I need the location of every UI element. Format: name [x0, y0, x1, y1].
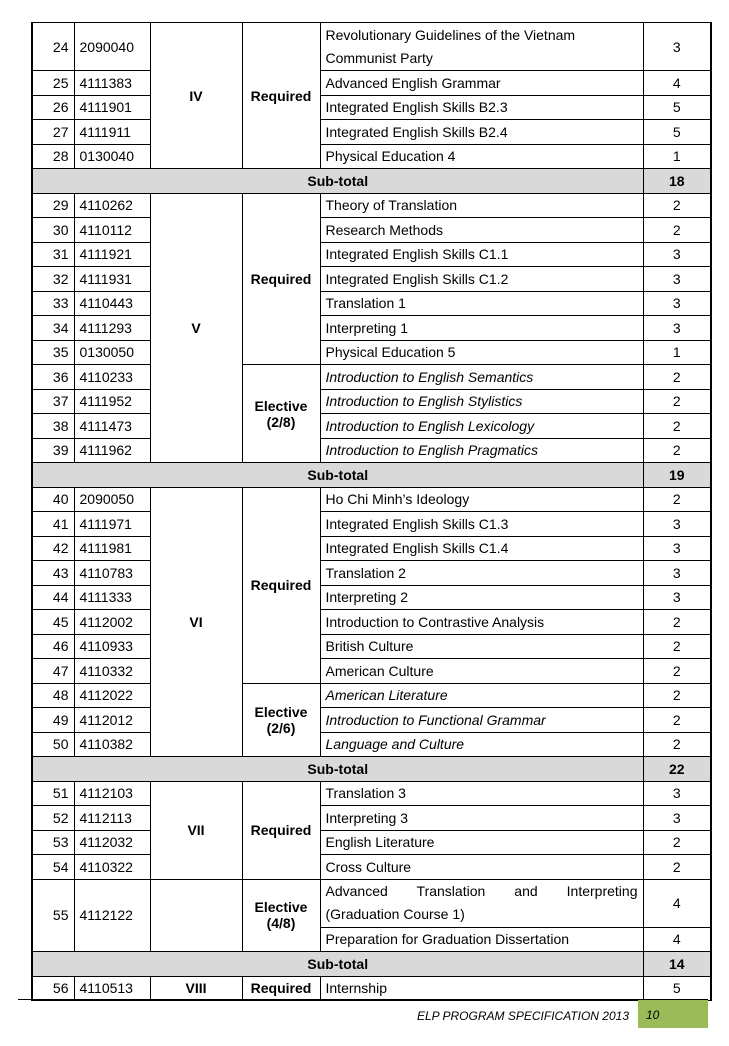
- course-code: 4110112: [74, 218, 150, 243]
- row-number: 40: [32, 487, 74, 512]
- course-title: Research Methods: [320, 218, 643, 243]
- subtotal-value: 14: [643, 952, 711, 977]
- credit-value: 2: [643, 634, 711, 659]
- credit-value: 2: [643, 438, 711, 463]
- subtotal-label: Sub-total: [32, 952, 643, 977]
- credit-value: 5: [643, 95, 711, 120]
- semester-label: IV: [150, 23, 242, 169]
- row-number: 41: [32, 512, 74, 537]
- course-title: Introduction to English Lexicology: [320, 414, 643, 439]
- row-number: 56: [32, 976, 74, 1001]
- course-code: 4110262: [74, 193, 150, 218]
- credit-value: 2: [643, 708, 711, 733]
- row-number: 44: [32, 585, 74, 610]
- row-number: 53: [32, 830, 74, 855]
- course-code: 4110322: [74, 855, 150, 880]
- course-title: Integrated English Skills C1.4: [320, 536, 643, 561]
- course-title: Integrated English Skills B2.4: [320, 120, 643, 145]
- course-code: 4111911: [74, 120, 150, 145]
- credit-value: 2: [643, 683, 711, 708]
- credit-value: 4: [643, 71, 711, 96]
- course-title: American Literature: [320, 683, 643, 708]
- row-number: 52: [32, 806, 74, 831]
- course-title: Internship: [320, 976, 643, 1001]
- table-row: [32, 487, 711, 512]
- credit-value: 2: [643, 487, 711, 512]
- subtotal-row: [32, 169, 711, 194]
- course-code: 4111333: [74, 585, 150, 610]
- table-row: [32, 316, 711, 341]
- elective-ratio: (2/8): [266, 413, 296, 430]
- credit-value: 3: [643, 242, 711, 267]
- course-code: 4111962: [74, 438, 150, 463]
- course-title: Introduction to English Pragmatics: [320, 438, 643, 463]
- credit-value: 3: [643, 291, 711, 316]
- semester-label: VII: [150, 781, 242, 879]
- table-row: [32, 438, 711, 463]
- credit-value: 2: [643, 610, 711, 635]
- course-title: Introduction to Contrastive Analysis: [320, 610, 643, 635]
- row-number: 55: [32, 879, 74, 952]
- row-number: 51: [32, 781, 74, 806]
- table-row: [32, 193, 711, 218]
- credit-value: 3: [643, 561, 711, 586]
- course-code: 4112103: [74, 781, 150, 806]
- table-row: [32, 512, 711, 537]
- credit-value: 2: [643, 218, 711, 243]
- elective-label: Elective: [254, 703, 308, 720]
- row-number: 33: [32, 291, 74, 316]
- table-row: [32, 414, 711, 439]
- course-title: Language and Culture: [320, 732, 643, 757]
- course-code: 0130050: [74, 340, 150, 365]
- semester-empty-cell: [150, 879, 242, 952]
- course-code: 2090040: [74, 23, 150, 71]
- course-code: 2090050: [74, 487, 150, 512]
- course-title: Preparation for Graduation Dissertation: [320, 927, 643, 952]
- table-row: [32, 365, 711, 390]
- course-title: Ho Chi Minh’s Ideology: [320, 487, 643, 512]
- table-row: [32, 708, 711, 733]
- page-number: 10: [646, 1008, 660, 1022]
- credit-value: 4: [643, 927, 711, 952]
- elective-ratio: (2/6): [266, 719, 296, 736]
- course-code: 4112032: [74, 830, 150, 855]
- course-title: Advanced English Grammar: [320, 71, 643, 96]
- credit-value: 2: [643, 732, 711, 757]
- curriculum-table: [31, 22, 712, 1001]
- course-code: 4110513: [74, 976, 150, 1001]
- course-title: Translation 1: [320, 291, 643, 316]
- row-number: 35: [32, 340, 74, 365]
- course-title: Theory of Translation: [320, 193, 643, 218]
- row-number: 27: [32, 120, 74, 145]
- row-number: 47: [32, 659, 74, 684]
- table-row: [32, 659, 711, 684]
- row-number: 30: [32, 218, 74, 243]
- row-number: 46: [32, 634, 74, 659]
- row-number: 37: [32, 389, 74, 414]
- credit-value: 3: [643, 585, 711, 610]
- course-code: 4111952: [74, 389, 150, 414]
- row-number: 49: [32, 708, 74, 733]
- subtotal-row: [32, 757, 711, 782]
- row-number: 31: [32, 242, 74, 267]
- course-title: Physical Education 4: [320, 144, 643, 169]
- credit-value: 1: [643, 340, 711, 365]
- table-row: [32, 23, 711, 71]
- row-number: 32: [32, 267, 74, 292]
- row-number: 54: [32, 855, 74, 880]
- course-type: Required: [242, 976, 320, 1001]
- credit-value: 3: [643, 267, 711, 292]
- course-title: Advanced Translation and Interpreting (Graduation Course 1): [320, 879, 643, 927]
- row-number: 26: [32, 95, 74, 120]
- credit-value: 2: [643, 659, 711, 684]
- course-type: [242, 683, 320, 757]
- table-row: [32, 976, 711, 1001]
- table-row: [32, 144, 711, 169]
- table-row: [32, 340, 711, 365]
- table-row: [32, 683, 711, 708]
- course-title: British Culture: [320, 634, 643, 659]
- table-row: [32, 806, 711, 831]
- subtotal-value: 22: [643, 757, 711, 782]
- course-code: 4111383: [74, 71, 150, 96]
- subtotal-row: [32, 463, 711, 488]
- footer-title: ELP PROGRAM SPECIFICATION 2013: [416, 1009, 629, 1023]
- course-code: 4110783: [74, 561, 150, 586]
- table-row: [32, 291, 711, 316]
- course-type: [242, 365, 320, 463]
- course-title: Cross Culture: [320, 855, 643, 880]
- course-title: Integrated English Skills C1.1: [320, 242, 643, 267]
- credit-value: 3: [643, 512, 711, 537]
- course-code: 4111473: [74, 414, 150, 439]
- course-code: 4110332: [74, 659, 150, 684]
- course-title: Translation 2: [320, 561, 643, 586]
- semester-label: VI: [150, 487, 242, 757]
- subtotal-label: Sub-total: [32, 169, 643, 194]
- semester-label: V: [150, 193, 242, 463]
- course-code: 4110382: [74, 732, 150, 757]
- table-row: [32, 634, 711, 659]
- course-type: Required: [242, 193, 320, 365]
- credit-value: 2: [643, 365, 711, 390]
- row-number: 39: [32, 438, 74, 463]
- credit-value: 3: [643, 23, 711, 71]
- course-code: 4110233: [74, 365, 150, 390]
- course-title: Introduction to English Stylistics: [320, 389, 643, 414]
- course-code: 4112002: [74, 610, 150, 635]
- credit-value: 1: [643, 144, 711, 169]
- subtotal-value: 18: [643, 169, 711, 194]
- subtotal-label: Sub-total: [32, 463, 643, 488]
- table-row: [32, 585, 711, 610]
- course-code: 4112012: [74, 708, 150, 733]
- row-number: 50: [32, 732, 74, 757]
- course-title: Physical Education 5: [320, 340, 643, 365]
- table-row: [32, 610, 711, 635]
- row-number: 45: [32, 610, 74, 635]
- course-title: Introduction to English Semantics: [320, 365, 643, 390]
- credit-value: 4: [643, 879, 711, 927]
- credit-value: 2: [643, 855, 711, 880]
- row-number: 36: [32, 365, 74, 390]
- footer-rule: [18, 999, 708, 1000]
- table-row: [32, 561, 711, 586]
- page-number-box: [638, 1000, 708, 1028]
- elective-label: Elective: [254, 899, 308, 916]
- credit-value: 5: [643, 976, 711, 1001]
- table-row: [32, 120, 711, 145]
- course-code: 4111971: [74, 512, 150, 537]
- table-row: [32, 732, 711, 757]
- course-title: Interpreting 2: [320, 585, 643, 610]
- course-code: 4112113: [74, 806, 150, 831]
- subtotal-label: Sub-total: [32, 757, 643, 782]
- credit-value: 3: [643, 781, 711, 806]
- course-code: 4110933: [74, 634, 150, 659]
- credit-value: 5: [643, 120, 711, 145]
- row-number: 29: [32, 193, 74, 218]
- table-row: [32, 879, 711, 927]
- row-number: 43: [32, 561, 74, 586]
- table-row: [32, 389, 711, 414]
- course-title: English Literature: [320, 830, 643, 855]
- course-code: 4112022: [74, 683, 150, 708]
- table-row: [32, 536, 711, 561]
- course-title: Translation 3: [320, 781, 643, 806]
- course-type: Required: [242, 23, 320, 169]
- subtotal-value: 19: [643, 463, 711, 488]
- table-row: [32, 781, 711, 806]
- credit-value: 2: [643, 414, 711, 439]
- credit-value: 2: [643, 389, 711, 414]
- credit-value: 3: [643, 806, 711, 831]
- semester-label: VIII: [150, 976, 242, 1001]
- course-code: 4111981: [74, 536, 150, 561]
- credit-value: 3: [643, 536, 711, 561]
- course-type: Required: [242, 487, 320, 683]
- course-title: Integrated English Skills C1.2: [320, 267, 643, 292]
- course-code: 4111293: [74, 316, 150, 341]
- credit-value: 2: [643, 830, 711, 855]
- course-title: Interpreting 3: [320, 806, 643, 831]
- table-row: [32, 830, 711, 855]
- course-type: Required: [242, 781, 320, 879]
- course-code: 4112122: [74, 879, 150, 952]
- course-title: American Culture: [320, 659, 643, 684]
- row-number: 34: [32, 316, 74, 341]
- table-row: [32, 218, 711, 243]
- row-number: 42: [32, 536, 74, 561]
- course-title: Introduction to Functional Grammar: [320, 708, 643, 733]
- course-code: 4111931: [74, 267, 150, 292]
- course-code: 4111901: [74, 95, 150, 120]
- course-title: Integrated English Skills B2.3: [320, 95, 643, 120]
- table-row: [32, 71, 711, 96]
- table-row: [32, 95, 711, 120]
- subtotal-row: [32, 952, 711, 977]
- course-code: 4111921: [74, 242, 150, 267]
- course-code: 0130040: [74, 144, 150, 169]
- course-title: Revolutionary Guidelines of the Vietnam Communist Party: [320, 23, 643, 71]
- elective-label: Elective: [254, 397, 308, 414]
- course-title: Integrated English Skills C1.3: [320, 512, 643, 537]
- course-type: [242, 879, 320, 952]
- table-row: [32, 242, 711, 267]
- course-title: Interpreting 1: [320, 316, 643, 341]
- credit-value: 3: [643, 316, 711, 341]
- credit-value: 2: [643, 193, 711, 218]
- row-number: 38: [32, 414, 74, 439]
- row-number: 24: [32, 23, 74, 71]
- row-number: 25: [32, 71, 74, 96]
- row-number: 48: [32, 683, 74, 708]
- table-row: [32, 267, 711, 292]
- table-row: [32, 855, 711, 880]
- row-number: 28: [32, 144, 74, 169]
- elective-ratio: (4/8): [266, 915, 296, 932]
- course-code: 4110443: [74, 291, 150, 316]
